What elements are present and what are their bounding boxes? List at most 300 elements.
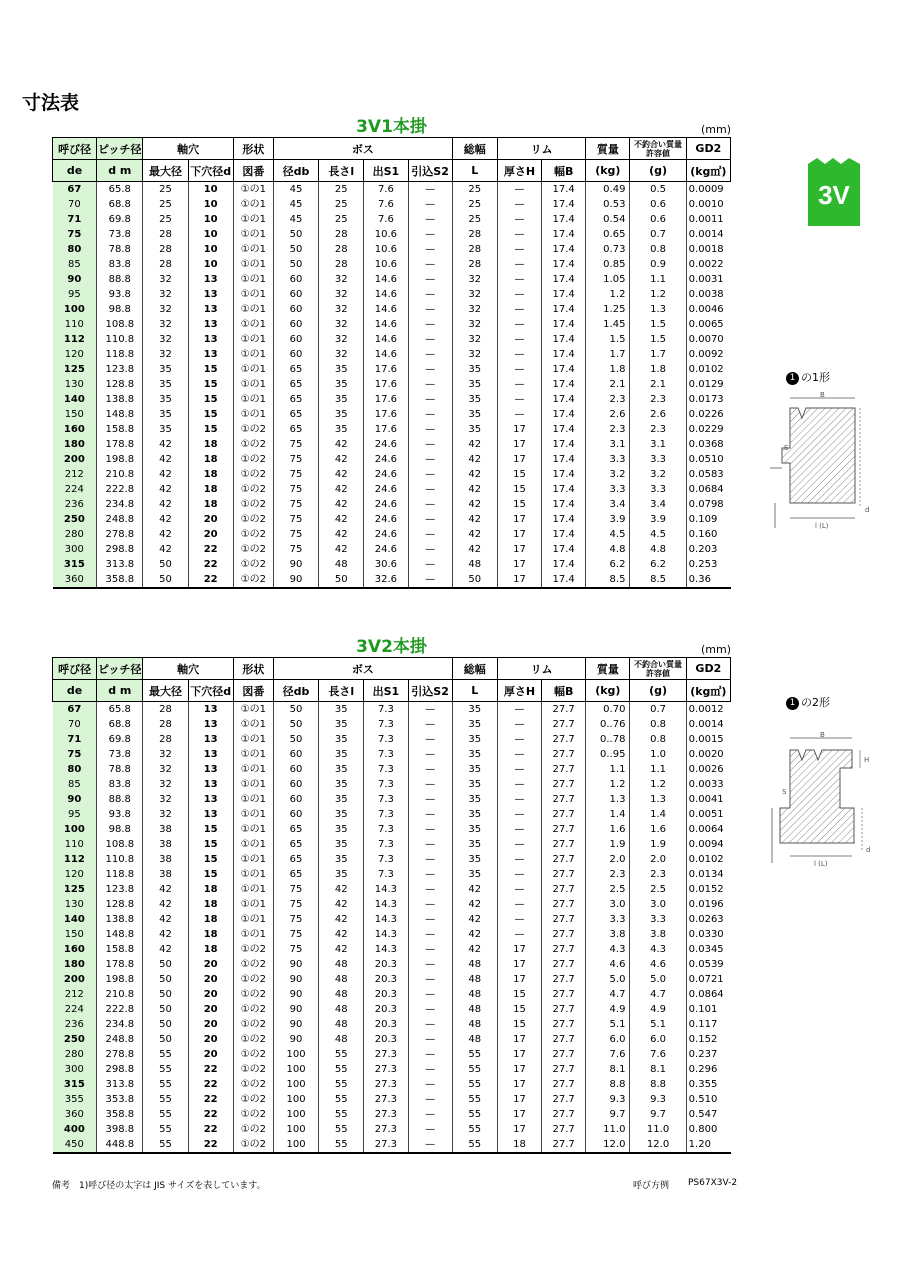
table-cell: 75 — [273, 927, 318, 942]
table-cell: — — [497, 747, 541, 762]
table-cell: 32 — [319, 347, 364, 362]
table-cell: 85 — [53, 257, 97, 272]
table-cell: 0.0583 — [688, 469, 724, 480]
table-cell: 95 — [53, 807, 97, 822]
table-cell: 32 — [452, 347, 497, 362]
table-cell: 315 — [53, 557, 97, 572]
table-cell: 73.8 — [97, 227, 143, 242]
table-cell: 27.7 — [542, 912, 586, 927]
table-cell: ①の1 — [233, 242, 273, 257]
table-row — [53, 347, 731, 362]
table-cell: 48 — [452, 1017, 497, 1032]
table-cell: 200 — [53, 972, 97, 987]
table-cell: 98.8 — [97, 302, 143, 317]
table-cell: 1.5 — [630, 317, 686, 332]
table-cell: 35 — [452, 777, 497, 792]
table-cell: 27.7 — [542, 1077, 586, 1092]
table-cell: 48 — [319, 987, 364, 1002]
table-cell: 13 — [188, 762, 233, 777]
table-cell: 0.0038 — [688, 289, 724, 300]
table-cell: 180 — [53, 437, 97, 452]
table-cell: 55 — [143, 1137, 188, 1153]
table-cell: — — [408, 482, 452, 497]
table-cell: 20.3 — [364, 987, 408, 1002]
table-cell: 315 — [53, 1077, 97, 1092]
table-cell: 35 — [319, 717, 364, 732]
table-cell: 55 — [319, 1047, 364, 1062]
table-cell: 42 — [319, 512, 364, 527]
table-cell: 42 — [143, 927, 188, 942]
table-cell: 20 — [188, 527, 233, 542]
header-cell: ボス — [273, 658, 452, 680]
table-cell: 108.8 — [97, 837, 143, 852]
table-cell: 128.8 — [97, 897, 143, 912]
table-cell: 60 — [273, 347, 318, 362]
table-cell: 3.8 — [586, 927, 630, 942]
table-cell: — — [408, 302, 452, 317]
table-cell: 48 — [319, 972, 364, 987]
table-row — [53, 1017, 731, 1032]
table-cell: 95 — [53, 287, 97, 302]
table-cell: 3.4 — [586, 497, 630, 512]
table-cell: 0.8 — [630, 717, 686, 732]
table-cell: 17 — [497, 557, 541, 572]
header-cell: 不釣合い質量許容値 — [630, 138, 686, 160]
table-cell: 123.8 — [97, 882, 143, 897]
table-cell: 280 — [53, 527, 97, 542]
table-cell: 5.0 — [586, 972, 630, 987]
table-row — [53, 882, 731, 897]
header-cell: de — [53, 160, 97, 182]
table-cell: 42 — [319, 542, 364, 557]
table-cell: 17.4 — [542, 467, 586, 482]
table-cell: 27.3 — [364, 1092, 408, 1107]
table-cell: 0.0102 — [688, 854, 724, 865]
table-cell: 69.8 — [97, 212, 143, 227]
table-cell: ①の2 — [233, 1092, 273, 1107]
table-cell: 234.8 — [97, 497, 143, 512]
fig2-label — [786, 694, 830, 710]
table-cell: 55 — [319, 1107, 364, 1122]
table-cell: 0.0263 — [688, 914, 724, 925]
table-cell: 13 — [188, 747, 233, 762]
table-cell: 55 — [319, 1077, 364, 1092]
table-cell: 13 — [188, 717, 233, 732]
table-cell: 20 — [188, 1032, 233, 1047]
header-cell: 最大径 — [143, 160, 188, 182]
table-cell: 71 — [53, 212, 97, 227]
table-cell: 35 — [143, 377, 188, 392]
table-cell: — — [497, 897, 541, 912]
table-cell: 212 — [53, 987, 97, 1002]
table-cell: 0.70 — [586, 702, 630, 718]
table-cell: 24.6 — [364, 482, 408, 497]
table-cell: 28 — [452, 257, 497, 272]
header-cell: 呼び径 — [53, 658, 97, 680]
table-cell: 4.5 — [630, 527, 686, 542]
table-cell: 48 — [452, 1032, 497, 1047]
table-cell: 60 — [273, 317, 318, 332]
table-cell: ①の1 — [233, 897, 273, 912]
table-cell: ①の2 — [233, 1062, 273, 1077]
table-cell: 55 — [143, 1107, 188, 1122]
header-cell: 呼び径 — [53, 138, 97, 160]
table-cell: 10 — [188, 257, 233, 272]
table-cell: 120 — [53, 347, 97, 362]
table-cell: 2.1 — [586, 377, 630, 392]
table-cell: 15 — [188, 867, 233, 882]
table-cell: 0.0015 — [688, 734, 724, 745]
table-cell: — — [408, 287, 452, 302]
table-cell: — — [408, 957, 452, 972]
table-cell: 42 — [319, 497, 364, 512]
table-cell: 24.6 — [364, 512, 408, 527]
table-cell: 15 — [497, 467, 541, 482]
table-cell: 65 — [273, 392, 318, 407]
table-cell: 224 — [53, 1002, 97, 1017]
header-cell: 図番 — [233, 160, 273, 182]
table-cell: 7.3 — [364, 702, 408, 718]
header-cell: 総幅 — [452, 658, 497, 680]
table-cell: 65 — [273, 422, 318, 437]
fig1-number: 1 — [786, 372, 799, 385]
table-cell: 35 — [143, 422, 188, 437]
table-cell: — — [497, 777, 541, 792]
table-row — [53, 717, 731, 732]
reference-label: 呼び方例 — [633, 1181, 670, 1191]
table-cell: 0.73 — [586, 242, 630, 257]
table-cell: 25 — [319, 212, 364, 227]
table-cell: — — [408, 807, 452, 822]
table-cell: 17.4 — [542, 497, 586, 512]
table-cell: — — [408, 272, 452, 287]
table-cell: 42 — [143, 497, 188, 512]
table-cell: 100 — [53, 302, 97, 317]
table-cell: 0.203 — [688, 544, 718, 555]
table-cell: 32 — [143, 777, 188, 792]
table-cell: 55 — [143, 1122, 188, 1137]
table-cell: 7.6 — [364, 182, 408, 198]
table-cell: 2.3 — [630, 392, 686, 407]
table-cell: 17 — [497, 527, 541, 542]
table-cell: — — [497, 882, 541, 897]
table-cell: 7.3 — [364, 792, 408, 807]
table-cell: 24.6 — [364, 527, 408, 542]
table-cell: 38 — [143, 822, 188, 837]
table-cell: 32 — [143, 287, 188, 302]
table-cell: 17 — [497, 452, 541, 467]
table-cell: 17.4 — [542, 422, 586, 437]
table-cell: 358.8 — [97, 572, 143, 588]
table-cell: 45 — [273, 182, 318, 198]
table-cell: — — [408, 497, 452, 512]
table-cell: 75 — [53, 747, 97, 762]
table-cell: ①の2 — [233, 497, 273, 512]
table-cell: 90 — [273, 1017, 318, 1032]
header-cell: 軸穴 — [143, 138, 233, 160]
table-cell: ①の1 — [233, 347, 273, 362]
table-cell: 4.5 — [586, 527, 630, 542]
table-cell: 1.6 — [630, 822, 686, 837]
table-cell: 17.4 — [542, 512, 586, 527]
table-cell: 17 — [497, 1122, 541, 1137]
table-cell: 108.8 — [97, 317, 143, 332]
header-cell: 引込S2 — [408, 160, 452, 182]
table-cell: 48 — [319, 1017, 364, 1032]
table-cell: 75 — [53, 227, 97, 242]
table-cell: 22 — [188, 1092, 233, 1107]
table-cell: 15 — [497, 497, 541, 512]
table-cell: 15 — [497, 1017, 541, 1032]
table-cell: 2.3 — [630, 867, 686, 882]
table-row — [53, 867, 731, 882]
table-cell: 0.85 — [586, 257, 630, 272]
table-cell: 27.7 — [542, 1002, 586, 1017]
table-cell: 75 — [273, 467, 318, 482]
table-cell: 17 — [497, 437, 541, 452]
table-cell: 90 — [273, 572, 318, 588]
table-cell: 65 — [273, 867, 318, 882]
table-cell: 27.7 — [542, 792, 586, 807]
table-cell: 0.0510 — [688, 454, 724, 465]
table-cell: 278.8 — [97, 1047, 143, 1062]
table-row — [53, 572, 731, 588]
table-cell: 32 — [319, 272, 364, 287]
table-cell: — — [497, 837, 541, 852]
table-cell: 65 — [273, 377, 318, 392]
table-cell: — — [408, 422, 452, 437]
table-cell: — — [408, 1062, 452, 1077]
table-cell: 0.237 — [688, 1049, 718, 1060]
table-cell: 158.8 — [97, 422, 143, 437]
table-cell: ①の2 — [233, 1122, 273, 1137]
table-cell: 100 — [273, 1077, 318, 1092]
table-cell: 60 — [273, 272, 318, 287]
table-cell: 1.2 — [586, 777, 630, 792]
table-cell: — — [408, 852, 452, 867]
table-cell: 20.3 — [364, 1017, 408, 1032]
table-cell: 17 — [497, 572, 541, 588]
table-row — [53, 1092, 731, 1107]
table-cell: 3.3 — [630, 452, 686, 467]
table-cell: 27.7 — [542, 1137, 586, 1153]
table-cell: 88.8 — [97, 272, 143, 287]
table-cell: 3.0 — [586, 897, 630, 912]
table-cell: 35 — [319, 852, 364, 867]
header-cell: d m — [97, 160, 143, 182]
table-cell: ①の2 — [233, 942, 273, 957]
table-cell: 55 — [319, 1137, 364, 1153]
table-cell: ①の2 — [233, 957, 273, 972]
table-cell: 35 — [143, 362, 188, 377]
table-cell: — — [408, 1137, 452, 1153]
table-cell: 234.8 — [97, 1017, 143, 1032]
table-cell: 20 — [188, 972, 233, 987]
table-row — [53, 807, 731, 822]
table-cell: — — [408, 437, 452, 452]
table-cell: — — [408, 702, 452, 718]
table-cell: 27.7 — [542, 1047, 586, 1062]
table-cell: 17.4 — [542, 227, 586, 242]
table-cell: 27.7 — [542, 702, 586, 718]
table-cell: 3.3 — [586, 482, 630, 497]
table-row — [53, 972, 731, 987]
table-cell: — — [408, 867, 452, 882]
table-cell: 32 — [319, 317, 364, 332]
table-cell: 7.3 — [364, 852, 408, 867]
table-cell: 45 — [273, 197, 318, 212]
table-row — [53, 377, 731, 392]
table-cell: 48 — [452, 957, 497, 972]
table-cell: — — [408, 732, 452, 747]
table-cell: 38 — [143, 837, 188, 852]
table-cell: 0.65 — [586, 227, 630, 242]
table-cell: 50 — [273, 257, 318, 272]
table-cell: 17.4 — [542, 197, 586, 212]
table-cell: 450 — [53, 1137, 97, 1153]
table-cell: 160 — [53, 422, 97, 437]
table-cell: 35 — [319, 392, 364, 407]
table-cell: 35 — [319, 377, 364, 392]
table-cell: — — [408, 332, 452, 347]
table-cell: 150 — [53, 927, 97, 942]
table-cell: 27.7 — [542, 1062, 586, 1077]
table-cell: 71 — [53, 732, 97, 747]
table-cell: 35 — [452, 747, 497, 762]
table-row — [53, 1107, 731, 1122]
table-cell: 18 — [188, 927, 233, 942]
table-cell: 75 — [273, 882, 318, 897]
table-cell: 42 — [319, 452, 364, 467]
table-cell: 27.7 — [542, 942, 586, 957]
table-row — [53, 852, 731, 867]
table-cell: 35 — [452, 717, 497, 732]
table-cell: 1.1 — [586, 762, 630, 777]
table-cell: 0.355 — [688, 1079, 718, 1090]
table-cell: — — [408, 717, 452, 732]
table-cell: 60 — [273, 332, 318, 347]
table-cell: 27.7 — [542, 1122, 586, 1137]
table-cell: 14.6 — [364, 347, 408, 362]
table-cell: 35 — [319, 702, 364, 718]
table-cell: 100 — [273, 1047, 318, 1062]
table-cell: 1.2 — [630, 777, 686, 792]
table-cell: 0.296 — [688, 1064, 718, 1075]
table-cell: 125 — [53, 362, 97, 377]
table-cell: 90 — [273, 972, 318, 987]
header-cell: 形状 — [233, 658, 273, 680]
table-cell: 0.0033 — [688, 779, 724, 790]
table-cell: 4.8 — [630, 542, 686, 557]
table-cell: 27.3 — [364, 1077, 408, 1092]
table-cell: 15 — [188, 837, 233, 852]
table-cell: ①の1 — [233, 317, 273, 332]
table-cell: 35 — [452, 362, 497, 377]
table-cell: 2.5 — [586, 882, 630, 897]
table-cell: 55 — [452, 1107, 497, 1122]
table-cell: 178.8 — [97, 437, 143, 452]
table-cell: 25 — [452, 197, 497, 212]
table-row — [53, 287, 731, 302]
table-cell: 10 — [188, 227, 233, 242]
table-cell: 27.7 — [542, 897, 586, 912]
table-cell: 13 — [188, 272, 233, 287]
table-cell: 25 — [452, 212, 497, 227]
table-cell: 3.0 — [630, 897, 686, 912]
table-cell: 65.8 — [97, 182, 143, 198]
table-cell: — — [408, 777, 452, 792]
table-cell: 18 — [188, 497, 233, 512]
table-cell: 24.6 — [364, 452, 408, 467]
table-cell: 60 — [273, 302, 318, 317]
table-cell: — — [497, 182, 541, 198]
table-cell: 42 — [452, 497, 497, 512]
header-cell: 下穴径d — [188, 680, 233, 702]
table-cell: 42 — [452, 527, 497, 542]
table-cell: ①の1 — [233, 212, 273, 227]
table-cell: 12.0 — [586, 1137, 630, 1153]
table-cell: 42 — [319, 482, 364, 497]
table-cell: 1.2 — [586, 287, 630, 302]
table-cell: 210.8 — [97, 467, 143, 482]
table-cell: 236 — [53, 1017, 97, 1032]
table-cell: — — [497, 212, 541, 227]
table-cell: ①の1 — [233, 702, 273, 718]
table-cell: 3.3 — [586, 452, 630, 467]
table-cell: ①の1 — [233, 927, 273, 942]
table-cell: ①の1 — [233, 182, 273, 198]
table-row — [53, 912, 731, 927]
table-row — [53, 822, 731, 837]
table-cell: 42 — [319, 437, 364, 452]
table-cell: 35 — [452, 407, 497, 422]
table-cell: 48 — [452, 987, 497, 1002]
table-cell: 55 — [452, 1077, 497, 1092]
table-cell: 0.160 — [688, 529, 718, 540]
table-cell: 180 — [53, 957, 97, 972]
table-cell: 3.9 — [630, 512, 686, 527]
table-cell: 400 — [53, 1122, 97, 1137]
table-row — [53, 942, 731, 957]
table-cell: 42 — [143, 467, 188, 482]
table-cell: ①の1 — [233, 912, 273, 927]
table-cell: 3.3 — [586, 912, 630, 927]
table-cell: 17.4 — [542, 212, 586, 227]
table-title: 3V2本掛 — [356, 637, 427, 657]
table-cell: 15 — [188, 362, 233, 377]
table-cell: 28 — [319, 227, 364, 242]
table-cell: — — [408, 1017, 452, 1032]
table-cell: 35 — [319, 777, 364, 792]
table-cell: 0.0330 — [688, 929, 724, 940]
table-cell: 27.3 — [364, 1122, 408, 1137]
table-cell: 27.7 — [542, 972, 586, 987]
table-cell: 1.3 — [586, 792, 630, 807]
table-cell: 0.0041 — [688, 794, 724, 805]
table-cell: — — [408, 212, 452, 227]
table-cell: 10.6 — [364, 242, 408, 257]
table-cell: 250 — [53, 1032, 97, 1047]
table-cell: 42 — [143, 527, 188, 542]
table-cell: 13 — [188, 702, 233, 718]
table-cell: 35 — [319, 807, 364, 822]
table-cell: — — [408, 572, 452, 588]
table-cell: 0.54 — [586, 212, 630, 227]
table-row — [53, 482, 731, 497]
table-cell: 27.7 — [542, 1092, 586, 1107]
table-cell: 78.8 — [97, 242, 143, 257]
table-cell: ①の1 — [233, 287, 273, 302]
